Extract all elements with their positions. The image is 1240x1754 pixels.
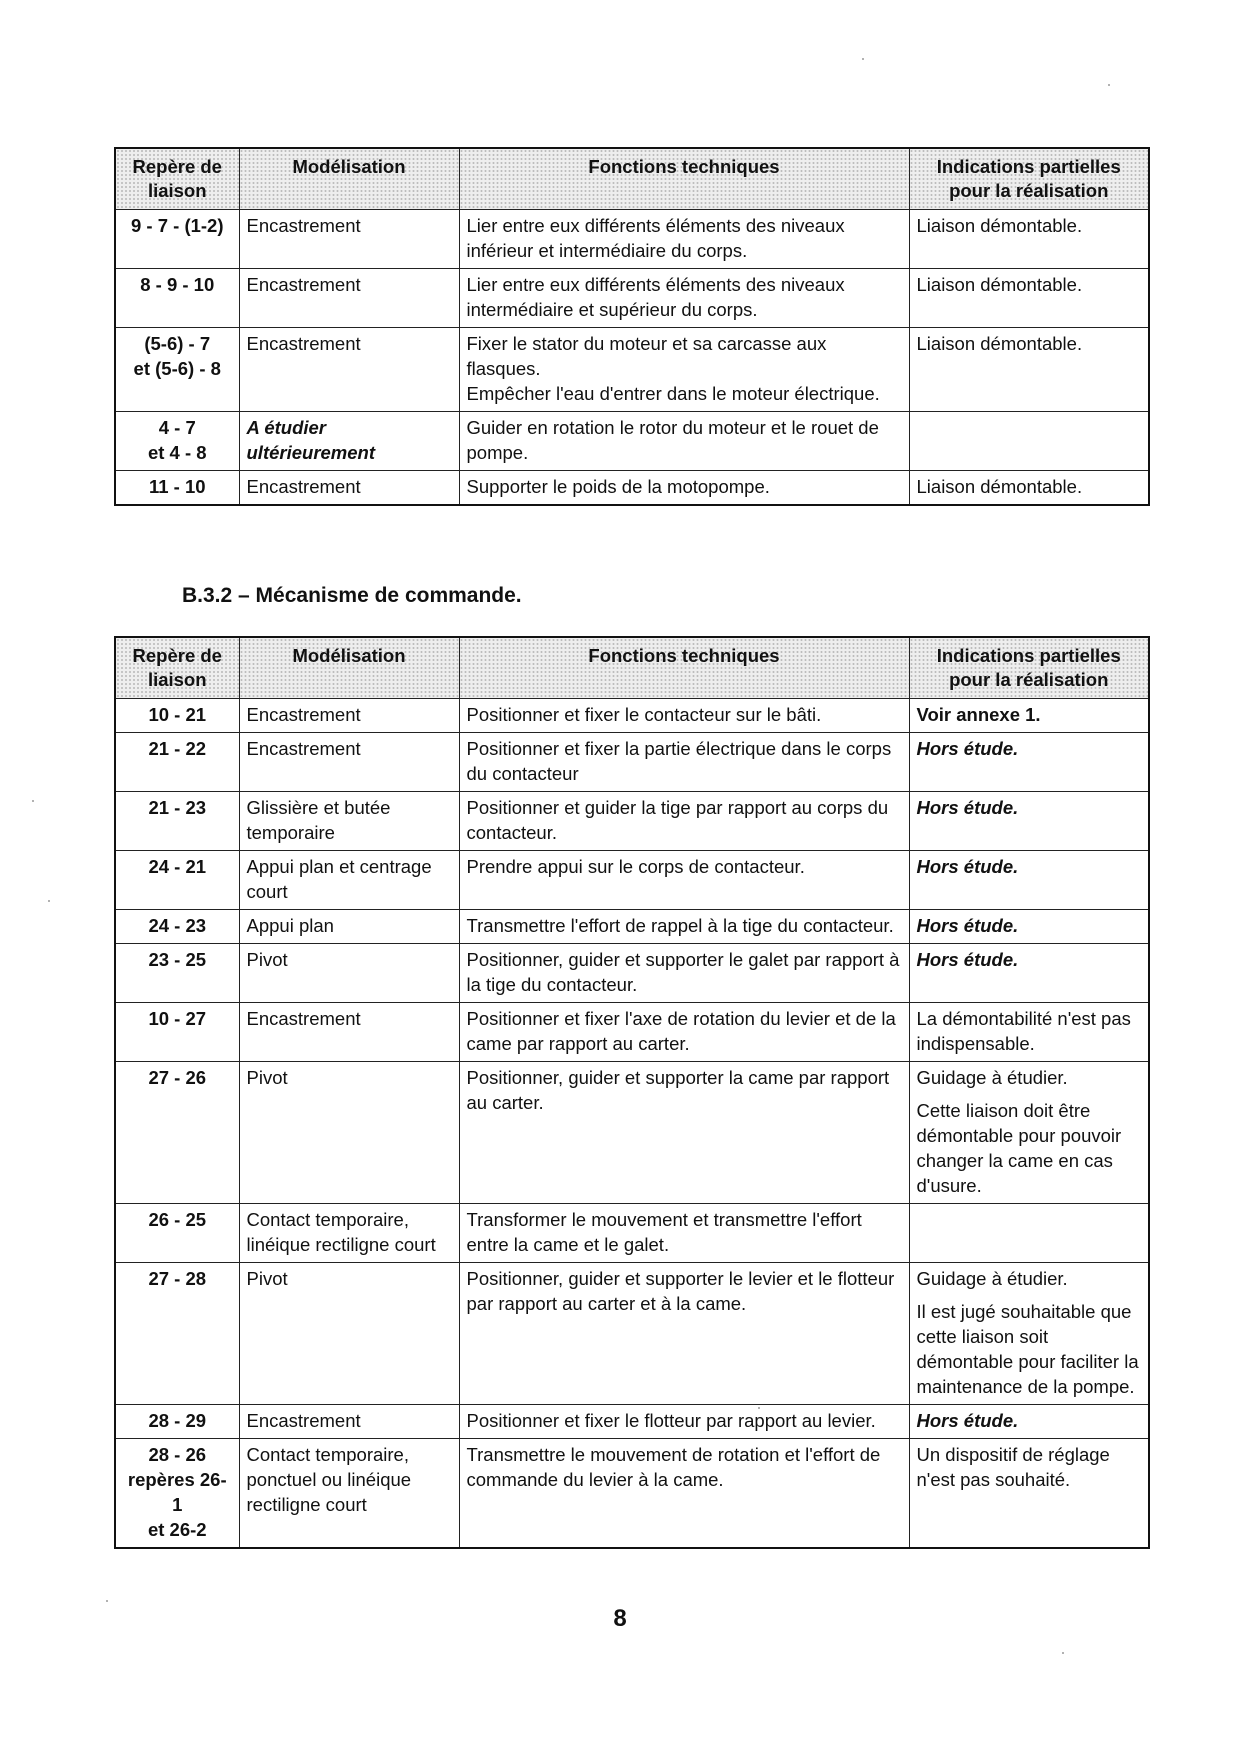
cell-fonctions: Guider en rotation le rotor du moteur et le rouet de pompe.	[459, 412, 909, 471]
table-header-row	[115, 148, 1149, 210]
cell-modelisation: Encastrement	[239, 733, 459, 792]
cell-modelisation: Contact temporaire, linéique rectiligne court	[239, 1204, 459, 1263]
cell-indications	[909, 412, 1149, 471]
table-row	[115, 269, 1149, 328]
cell-repere	[115, 412, 239, 471]
cell-line: et 4 - 8	[147, 442, 207, 463]
header-repere: Repère de liaison	[115, 148, 239, 210]
cell-fonctions: Lier entre eux différents éléments des niveaux inférieur et intermédiaire du corps.	[459, 210, 909, 269]
table-row	[115, 1062, 1149, 1204]
cell-indications: Liaison démontable.	[909, 328, 1149, 412]
page-number: 8	[613, 1605, 627, 1632]
cell-indications: Liaison démontable.	[909, 269, 1149, 328]
cell-indications	[909, 1204, 1149, 1263]
cell-modelisation: Pivot	[239, 1263, 459, 1405]
table-row	[115, 210, 1149, 269]
cell-modelisation	[239, 412, 459, 471]
cell-repere: 24 - 23	[115, 910, 239, 944]
cell-repere: 23 - 25	[115, 944, 239, 1003]
cell-line: ultérieurement	[246, 442, 376, 463]
scan-speck	[862, 58, 864, 60]
cell-fonctions: Positionner et guider la tige par rapport au corps du contacteur.	[459, 792, 909, 851]
cell-indications: Hors étude.	[909, 944, 1149, 1003]
cell-line: Empêcher l'eau d'entrer dans le moteur électrique.	[466, 383, 880, 404]
cell-repere: 11 - 10	[115, 471, 239, 506]
cell-repere: 28 - 29	[115, 1405, 239, 1439]
cell-modelisation: Encastrement	[239, 269, 459, 328]
cell-line: Guidage à étudier.	[916, 1268, 1068, 1289]
cell-indications	[909, 1062, 1149, 1204]
liaisons-table-2	[114, 636, 1150, 1549]
cell-modelisation: Glissière et butée temporaire	[239, 792, 459, 851]
cell-indications: Hors étude.	[909, 851, 1149, 910]
table-row	[115, 1003, 1149, 1062]
cell-indications: Hors étude.	[909, 1405, 1149, 1439]
header-indications: Indications partielles pour la réalisation	[909, 148, 1149, 210]
cell-line: Guidage à étudier.	[916, 1067, 1068, 1088]
table-row	[115, 328, 1149, 412]
cell-modelisation: Encastrement	[239, 699, 459, 733]
cell-indications: Liaison démontable.	[909, 210, 1149, 269]
cell-indications	[909, 1263, 1149, 1405]
cell-repere: 8 - 9 - 10	[115, 269, 239, 328]
cell-line: A étudier	[246, 417, 326, 438]
cell-repere: 21 - 22	[115, 733, 239, 792]
cell-modelisation: Encastrement	[239, 471, 459, 506]
cell-modelisation: Appui plan	[239, 910, 459, 944]
cell-repere: 27 - 26	[115, 1062, 239, 1204]
cell-modelisation: Encastrement	[239, 1003, 459, 1062]
cell-indications: Hors étude.	[909, 910, 1149, 944]
cell-fonctions	[459, 328, 909, 412]
table-row	[115, 910, 1149, 944]
header-repere: Repère de liaison	[115, 637, 239, 699]
cell-repere: 21 - 23	[115, 792, 239, 851]
cell-line: Il est jugé souhaitable que cette liaison soit démontable pour faciliter la maintenance de la pompe.	[916, 1301, 1139, 1397]
table-row	[115, 412, 1149, 471]
table-header-row	[115, 637, 1149, 699]
cell-fonctions: Transmettre le mouvement de rotation et l'effort de commande du levier à la came.	[459, 1439, 909, 1549]
scan-speck	[1062, 1652, 1064, 1654]
cell-fonctions: Transformer le mouvement et transmettre l'effort entre la came et le galet.	[459, 1204, 909, 1263]
cell-repere: 9 - 7 - (1-2)	[115, 210, 239, 269]
cell-indications: Hors étude.	[909, 792, 1149, 851]
cell-repere: 26 - 25	[115, 1204, 239, 1263]
table-row	[115, 471, 1149, 506]
cell-fonctions: Positionner et fixer la partie électrique dans le corps du contacteur	[459, 733, 909, 792]
cell-line: 28 - 26	[148, 1444, 207, 1465]
cell-modelisation: Pivot	[239, 1062, 459, 1204]
cell-repere: 27 - 28	[115, 1263, 239, 1405]
cell-fonctions: Positionner et fixer l'axe de rotation du levier et de la came par rapport au carter.	[459, 1003, 909, 1062]
table-row	[115, 944, 1149, 1003]
table-row	[115, 1439, 1149, 1549]
table-row	[115, 1405, 1149, 1439]
cell-indications: La démontabilité n'est pas indispensable.	[909, 1003, 1149, 1062]
header-indications: Indications partielles pour la réalisation	[909, 637, 1149, 699]
scan-speck	[48, 900, 50, 902]
cell-fonctions: Positionner, guider et supporter la came par rapport au carter.	[459, 1062, 909, 1204]
table-row	[115, 792, 1149, 851]
table-row	[115, 1263, 1149, 1405]
header-modelisation: Modélisation	[239, 148, 459, 210]
cell-repere	[115, 1439, 239, 1549]
cell-indications: Hors étude.	[909, 733, 1149, 792]
cell-modelisation: Encastrement	[239, 1405, 459, 1439]
section-title: B.3.2 – Mécanisme de commande.	[182, 584, 522, 607]
scan-speck	[758, 1407, 760, 1409]
cell-indications: Un dispositif de réglage n'est pas souhaité.	[909, 1439, 1149, 1549]
cell-fonctions: Supporter le poids de la motopompe.	[459, 471, 909, 506]
liaisons-table-1	[114, 147, 1150, 506]
table-row	[115, 733, 1149, 792]
cell-line: Cette liaison doit être démontable pour pouvoir changer la came en cas d'usure.	[916, 1100, 1122, 1196]
table-row	[115, 851, 1149, 910]
cell-indications: Voir annexe 1.	[909, 699, 1149, 733]
cell-modelisation: Contact temporaire, ponctuel ou linéique rectiligne court	[239, 1439, 459, 1549]
header-modelisation: Modélisation	[239, 637, 459, 699]
cell-repere	[115, 328, 239, 412]
cell-repere: 10 - 27	[115, 1003, 239, 1062]
header-fonctions: Fonctions techniques	[459, 637, 909, 699]
cell-line: repères 26-1	[127, 1469, 227, 1515]
scan-speck	[1108, 84, 1110, 86]
cell-fonctions: Positionner, guider et supporter le galet par rapport à la tige du contacteur.	[459, 944, 909, 1003]
cell-repere: 24 - 21	[115, 851, 239, 910]
cell-repere: 10 - 21	[115, 699, 239, 733]
header-fonctions: Fonctions techniques	[459, 148, 909, 210]
cell-line: Fixer le stator du moteur et sa carcasse aux flasques.	[466, 333, 827, 379]
cell-fonctions: Lier entre eux différents éléments des niveaux intermédiaire et supérieur du corps.	[459, 269, 909, 328]
cell-indications: Liaison démontable.	[909, 471, 1149, 506]
cell-modelisation: Encastrement	[239, 210, 459, 269]
scan-speck	[106, 1600, 108, 1602]
cell-fonctions: Positionner, guider et supporter le levier et le flotteur par rapport au carter et à la came.	[459, 1263, 909, 1405]
table-row	[115, 699, 1149, 733]
cell-fonctions: Transmettre l'effort de rappel à la tige du contacteur.	[459, 910, 909, 944]
cell-line: 4 - 7	[158, 417, 196, 438]
cell-fonctions: Positionner et fixer le flotteur par rapport au levier.	[459, 1405, 909, 1439]
scan-speck	[32, 800, 34, 802]
cell-fonctions: Positionner et fixer le contacteur sur le bâti.	[459, 699, 909, 733]
cell-modelisation: Appui plan et centrage court	[239, 851, 459, 910]
cell-modelisation: Encastrement	[239, 328, 459, 412]
cell-fonctions: Prendre appui sur le corps de contacteur.	[459, 851, 909, 910]
table-row	[115, 1204, 1149, 1263]
cell-line: et (5-6) - 8	[133, 358, 221, 379]
cell-line: (5-6) - 7	[144, 333, 211, 354]
cell-modelisation: Pivot	[239, 944, 459, 1003]
cell-line: et 26-2	[147, 1519, 207, 1540]
